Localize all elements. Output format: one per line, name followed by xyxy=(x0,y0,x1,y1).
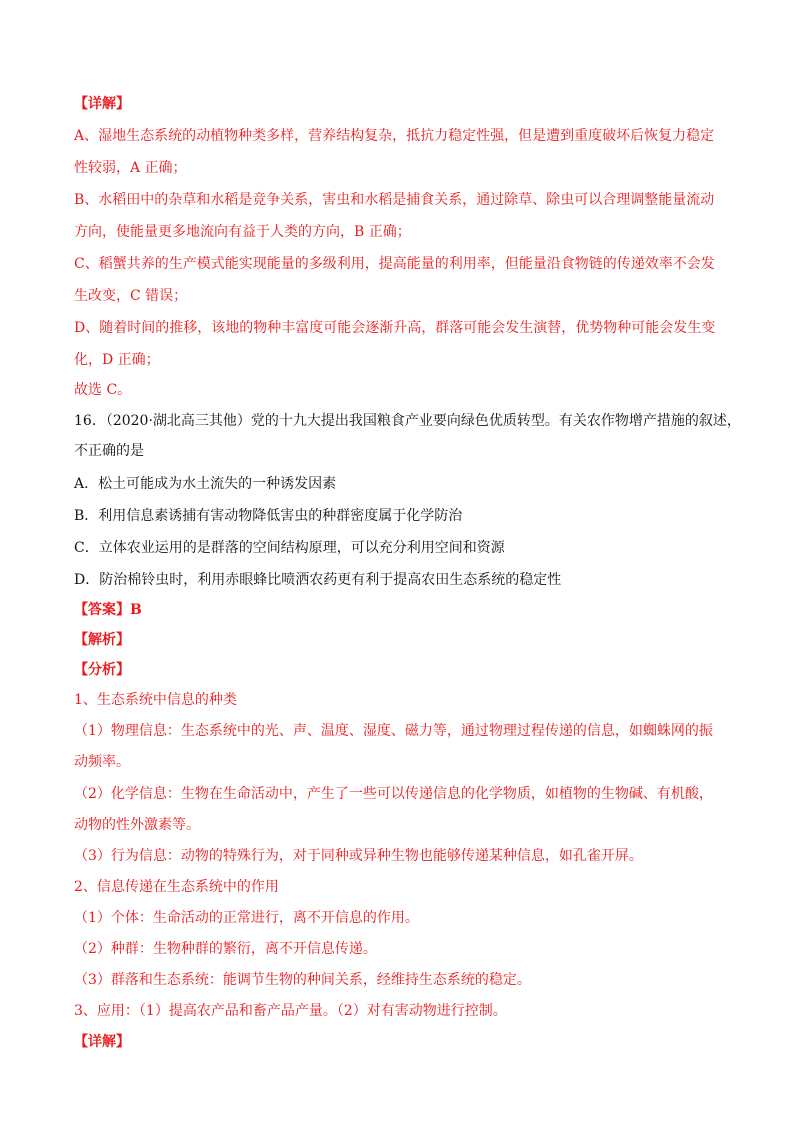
analysis-line: 2、信息传递在生态系统中的作用 xyxy=(74,879,279,895)
detail-line: B、水稻田中的杂草和水稻是竞争关系，害虫和水稻是捕食关系，通过除草、除虫可以合理调整能量流动 xyxy=(74,192,715,208)
analysis-line: 3、应用：（1）提高农产品和畜产品产量。（2）对有害动物进行控制。 xyxy=(74,1003,507,1019)
analysis-line: 1、生态系统中信息的种类 xyxy=(74,692,237,708)
detail-line: 性较弱，A 正确； xyxy=(74,160,187,176)
detail-line: A、湿地生态系统的动植物种类多样，营养结构复杂，抵抗力稳定性强，但是遭到重度破坏后恢复力稳定 xyxy=(74,128,715,144)
analysis-heading: 【解析】 xyxy=(74,632,130,648)
analysis-subheading: 【分析】 xyxy=(74,662,130,678)
analysis-line: （1）物理信息：生态系统中的光、声、温度、湿度、磁力等，通过物理过程传递的信息，如蜘蛛网的振 xyxy=(74,723,713,739)
analysis-line: （3）行为信息：动物的特殊行为，对于同种或异种生物也能够传递某种信息，如孔雀开屏。 xyxy=(74,848,643,864)
answer-heading: 【答案】B xyxy=(74,602,142,618)
analysis-line: （1）个体：生命活动的正常进行，离不开信息的作用。 xyxy=(74,910,419,926)
detail-conclusion: 故选 C。 xyxy=(74,382,132,398)
detail-line: D、随着时间的推移，该地的物种丰富度可能会逐渐升高，群落可能会发生演替，优势物种可能会发生变 xyxy=(74,320,716,336)
detail-line: C、稻蟹共养的生产模式能实现能量的多级利用，提高能量的利用率，但能量沿食物链的传递效率不会发 xyxy=(74,256,715,272)
analysis-line: 动物的性外激素等。 xyxy=(74,817,200,833)
analysis-line: （2）化学信息：生物在生命活动中，产生了一些可以传递信息的化学物质，如植物的生物碱、有机酸， xyxy=(74,786,713,802)
analysis-line: 动频率。 xyxy=(74,754,130,770)
question-option-b: B．利用信息素诱捕有害动物降低害虫的种群密度属于化学防治 xyxy=(74,508,463,524)
question-stem: 16．（2020·湖北高三其他）党的十九大提出我国粮食产业要向绿色优质转型。有关农作物增产措施的叙述， xyxy=(74,413,741,429)
detail-heading: 【详解】 xyxy=(74,96,130,112)
question-option-c: C．立体农业运用的是群落的空间结构原理，可以充分利用空间和资源 xyxy=(74,540,505,556)
analysis-line: （2）种群：生物种群的繁衍，离不开信息传递。 xyxy=(74,941,377,957)
question-option-a: A．松土可能成为水土流失的一种诱发因素 xyxy=(74,476,337,492)
question-stem-continued: 不正确的是 xyxy=(74,443,144,459)
question-option-d: D．防治棉铃虫时，利用赤眼蜂比喷洒农药更有利于提高农田生态系统的稳定性 xyxy=(74,572,562,588)
detail-line: 化，D 正确； xyxy=(74,352,160,368)
detail-line: 生改变，C 错误； xyxy=(74,288,188,304)
detail-heading-2: 【详解】 xyxy=(74,1034,130,1050)
detail-line: 方向，使能量更多地流向有益于人类的方向，B 正确； xyxy=(74,224,411,240)
analysis-line: （3）群落和生态系统：能调节生物的种间关系，经维持生态系统的稳定。 xyxy=(74,972,531,988)
